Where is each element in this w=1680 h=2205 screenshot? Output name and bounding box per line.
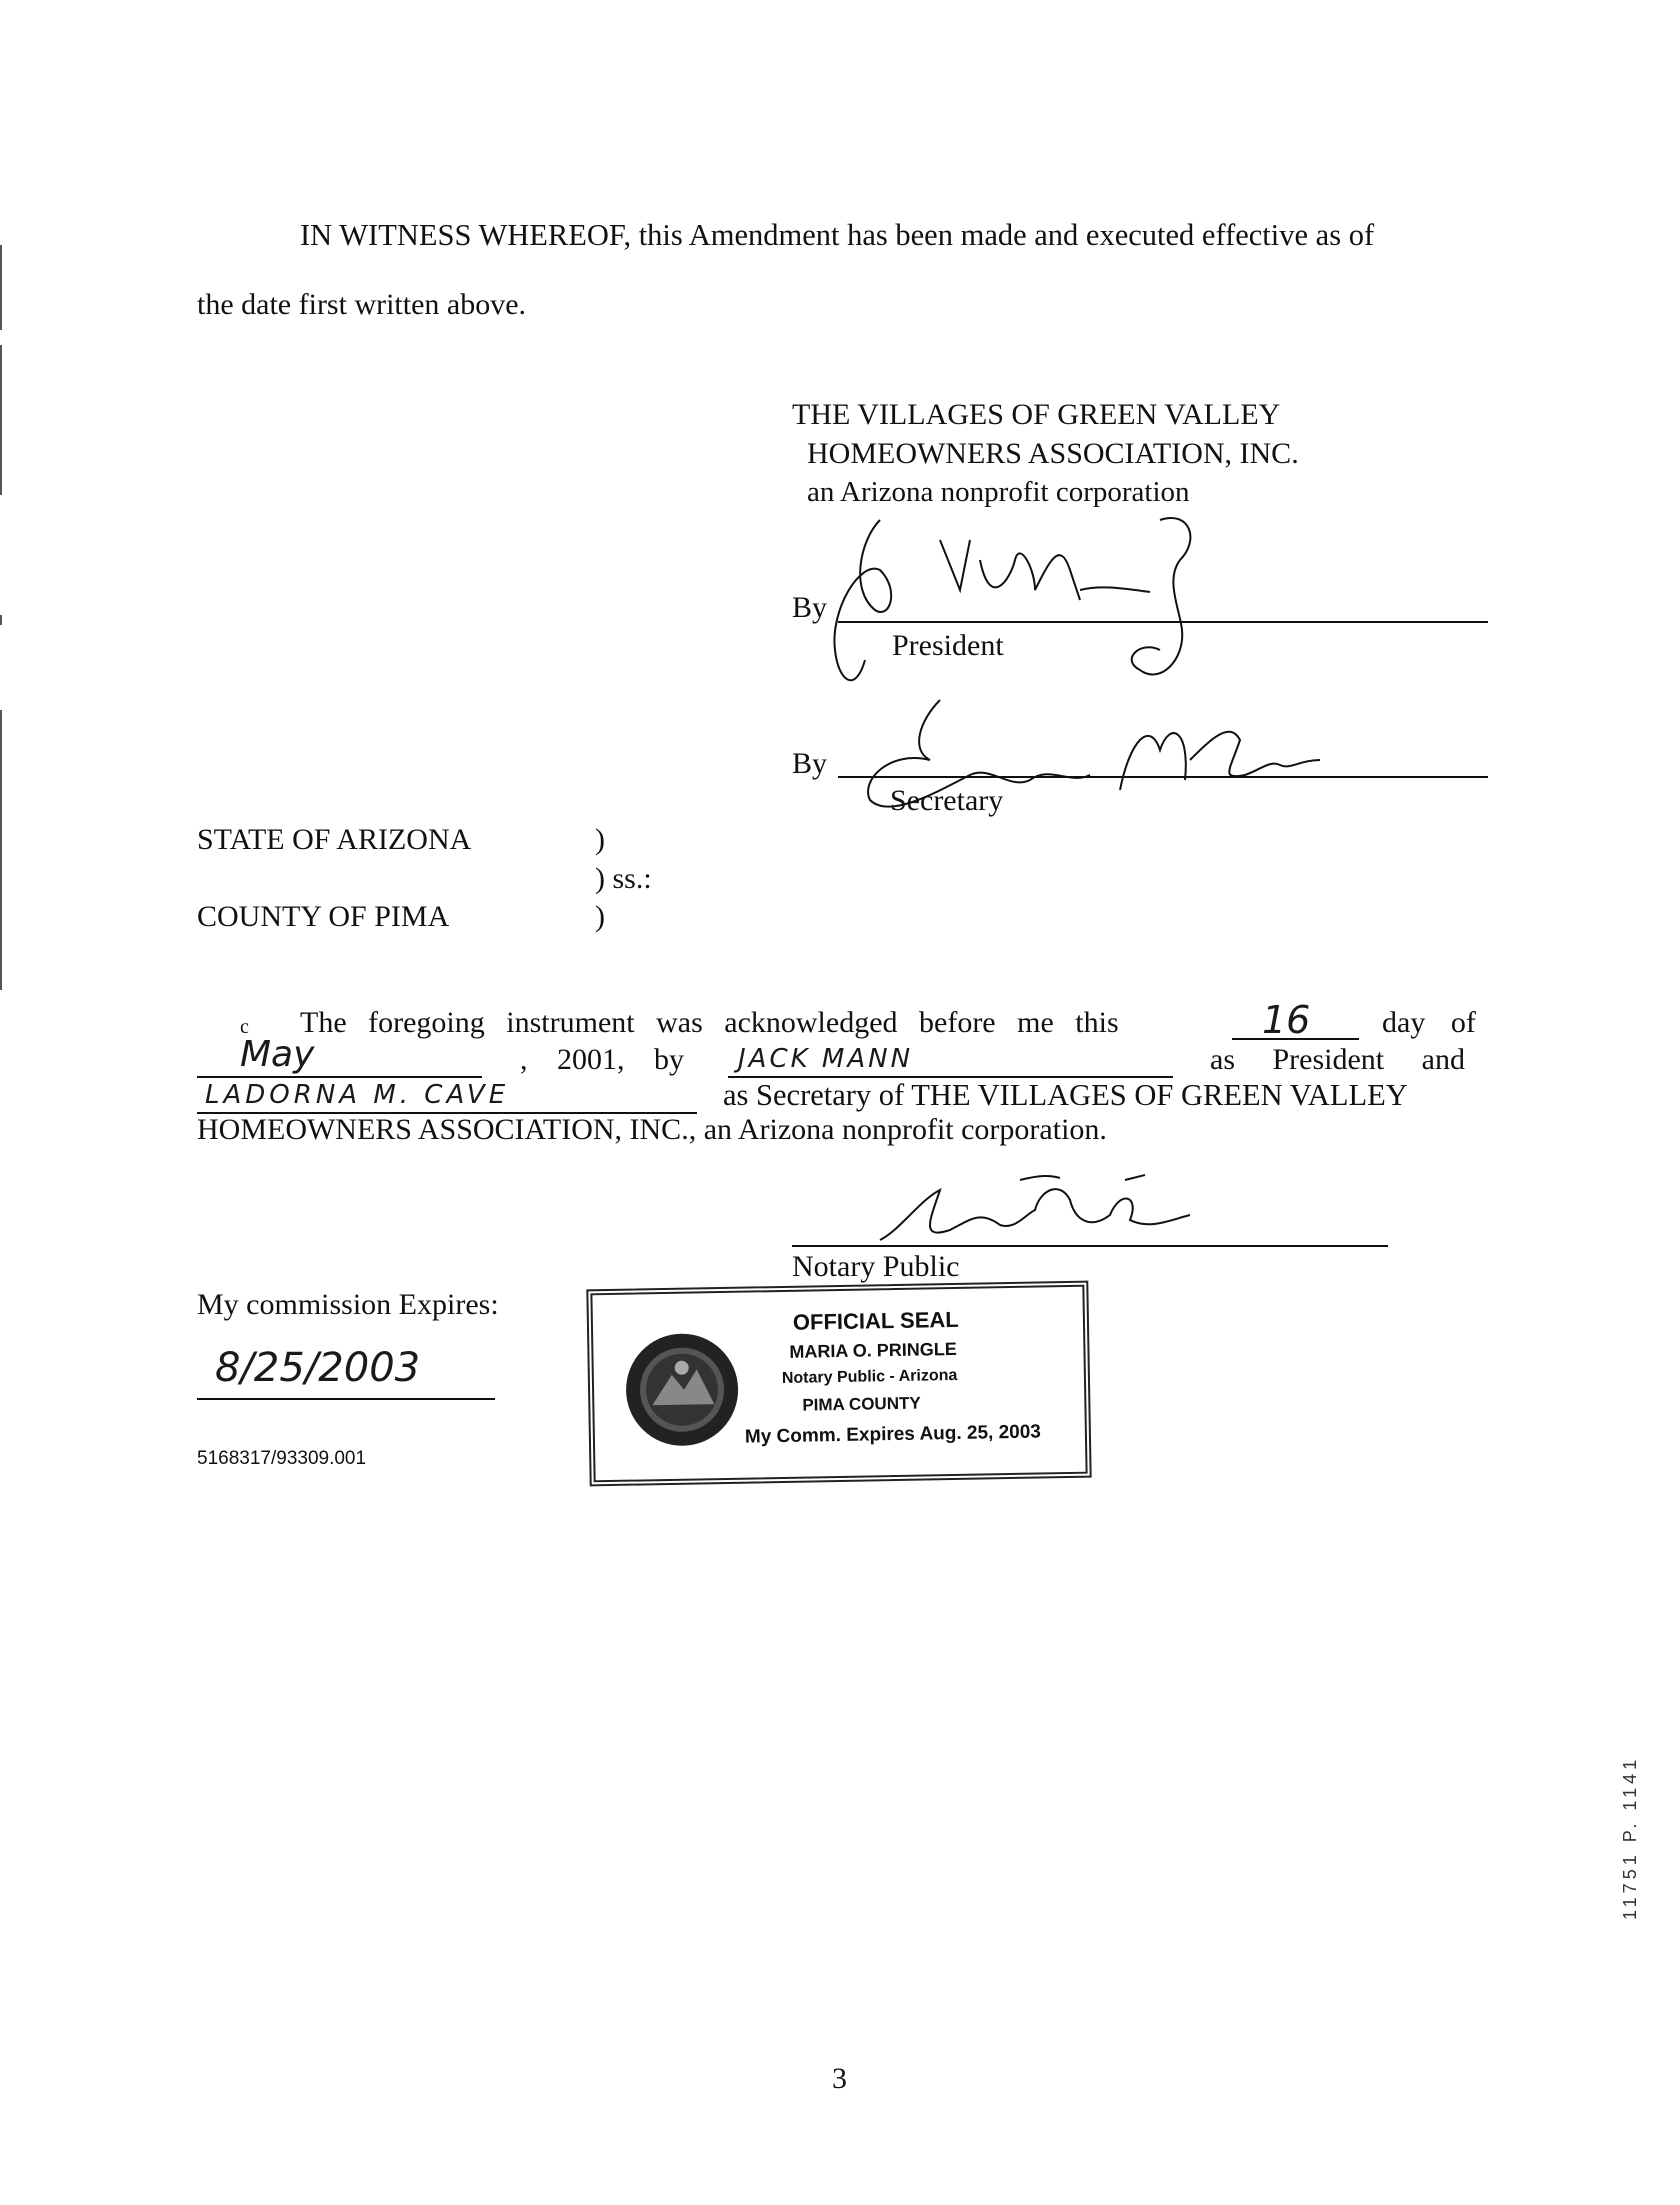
seal-title: OFFICIAL SEAL — [792, 1306, 959, 1335]
notary-seal — [586, 1281, 1091, 1487]
association-name-1: THE VILLAGES OF GREEN VALLEY — [792, 398, 1281, 431]
ack-president-name: JACK MANN — [738, 1044, 914, 1074]
witness-line-2: the date first written above. — [197, 288, 527, 321]
ack-line-1: The foregoing instrument was acknowledged before me this — [300, 1006, 1119, 1039]
ack-day: 16 — [1262, 998, 1311, 1042]
arizona-seal-emblem — [621, 1329, 743, 1451]
ack-year: , 2001, by — [520, 1043, 684, 1076]
ack-day-of: day of — [1382, 1006, 1476, 1039]
margin-mark — [0, 615, 2, 625]
commission-label: My commission Expires: — [197, 1288, 499, 1321]
ack-mark: c — [240, 1016, 249, 1038]
ack-line-4: HOMEOWNERS ASSOCIATION, INC., an Arizona nonprofit corporation. — [197, 1113, 1107, 1146]
notary-label: Notary Public — [792, 1250, 960, 1283]
seal-name: MARIA O. PRINGLE — [789, 1338, 957, 1362]
by-label: By — [792, 747, 828, 780]
ack-secretary-rest: as Secretary of THE VILLAGES OF GREEN VALLEY — [723, 1078, 1408, 1112]
seal-county: PIMA COUNTY — [802, 1393, 921, 1415]
margin-mark — [0, 710, 2, 990]
notary-signature-line — [792, 1245, 1388, 1247]
by-label: By — [792, 591, 828, 624]
margin-mark — [0, 345, 2, 495]
page-number: 3 — [832, 2062, 847, 2095]
document-number: 5168317/93309.001 — [197, 1448, 367, 1469]
ack-role: as President and — [1210, 1043, 1465, 1076]
president-signature — [820, 500, 1240, 700]
commission-date: 8/25/2003 — [215, 1345, 421, 1391]
venue-county: COUNTY OF PIMA — [197, 900, 450, 933]
month-line — [197, 1076, 482, 1078]
president-label: President — [892, 629, 1004, 662]
ack-month: May — [240, 1034, 315, 1075]
ack-secretary-name: LADORNA M. CAVE — [205, 1080, 510, 1110]
seal-role: Notary Public - Arizona — [781, 1366, 958, 1387]
association-type: an Arizona nonprofit corporation — [807, 476, 1190, 508]
recording-code: 11751 P. 1141 — [1620, 1755, 1640, 1920]
seal-expires: My Comm. Expires Aug. 25, 2003 — [744, 1421, 1042, 1448]
venue-ss: ) ss.: — [595, 862, 652, 895]
witness-line-1: IN WITNESS WHEREOF, this Amendment has been made and executed effective as of — [300, 218, 1375, 252]
margin-mark — [0, 245, 2, 330]
venue-state: STATE OF ARIZONA — [197, 823, 472, 856]
commission-date-line — [197, 1398, 495, 1400]
secretary-label: Secretary — [890, 784, 1004, 817]
venue-paren-2: ) — [595, 900, 605, 933]
association-name-2: HOMEOWNERS ASSOCIATION, INC. — [807, 437, 1299, 470]
venue-paren-1: ) — [595, 823, 605, 856]
